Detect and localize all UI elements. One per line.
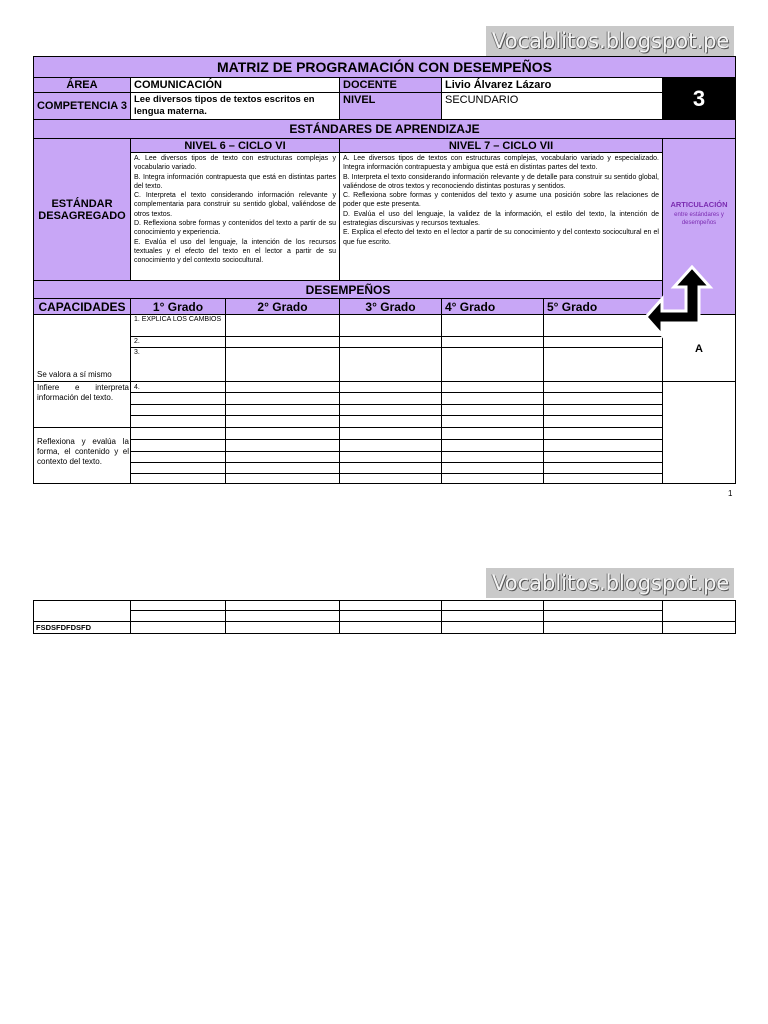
articulacion-subtitle: entre estándares y desempeños (674, 212, 724, 226)
grade-header: 4° Grado (441, 298, 544, 315)
docente-value: Livio Álvarez Lázaro (441, 77, 663, 93)
desempeno-item: 1. EXPLICA LOS CAMBIOS (134, 316, 222, 323)
competencia-value: Lee diversos tipos de textos escritos en lengua materna. (130, 92, 340, 120)
nivel-value: SECUNDARIO (441, 92, 663, 120)
nivel6-item: C. Interpreta el texto considerando información relevante y complementaria para construir su sentido global, valiéndose de otros textos. (134, 192, 336, 218)
nivel7-standards (339, 152, 663, 281)
articulacion-title: ARTICULACIÓN (670, 200, 728, 209)
docente-label: DOCENTE (339, 77, 442, 93)
area-value: COMUNICACIÓN (130, 77, 340, 93)
watermark-2: Vocablitos.blogspot.pe (486, 568, 734, 598)
desempeno-item: 3. (134, 349, 140, 356)
desempenos-title: DESEMPEÑOS (33, 280, 663, 299)
nivel6-item: E. Evalúa el uso del lenguaje, la intención de los recursos textuales y el efecto del texto en el lector a partir de su conocimiento y del contexto sociocultural. (134, 238, 336, 265)
nivel6-standards (130, 152, 340, 281)
nivel7-title: NIVEL 7 – CICLO VII (339, 138, 663, 153)
estandares-title: ESTÁNDARES DE APRENDIZAJE (33, 119, 736, 139)
nivel7-item: D. Evalúa el uso del lenguaje, la validez de la información, el estilo del texto, la intención de estrategias discursivas y recursos textuales. (343, 210, 659, 228)
nivel7-item: E. Explica el efecto del texto en el lector a partir de su conocimiento y del contexto sociocultural en el que fue escrito. (343, 229, 659, 246)
nivel-label: NIVEL (339, 92, 442, 120)
capacidad-2: Infiere e interpreta información del texto. (37, 383, 129, 402)
articulacion-letter: A (695, 343, 703, 355)
capacidad-3: Reflexiona y evalúa la forma, el contenido y el contexto del texto. (37, 437, 129, 466)
page2-grid (33, 600, 736, 634)
nivel6-item: D. Reflexiona sobre formas y contenidos del texto a partir de su conocimiento y experiencia. (134, 220, 336, 237)
matrix-title: MATRIZ DE PROGRAMACIÓN CON DESEMPEÑOS (33, 56, 736, 78)
grade-header: 5° Grado (543, 298, 663, 315)
nivel6-item: B. Integra información contrapuesta que está en distintas partes del texto. (134, 173, 336, 190)
area-label: ÁREA (33, 77, 131, 93)
desempeno-item: 4. (134, 384, 140, 391)
nivel7-item: C. Reflexiona sobre formas y contenidos del texto y asume una posición sobre las relaciones de poder que este presenta. (343, 192, 659, 209)
competencia-label: COMPETENCIA 3 (33, 92, 131, 120)
page2-cell-text: FSDSFDFDSFD (36, 623, 91, 632)
estandar-desagregado-label: ESTÁNDAR DESAGREGADO (33, 138, 131, 281)
page-number: 1 (728, 489, 733, 498)
grade-header: 1° Grado (130, 298, 226, 315)
competencia-number: 3 (662, 77, 736, 120)
desempeno-item: 2. (134, 338, 140, 345)
capacidades-label: CAPACIDADES (33, 298, 131, 315)
nivel6-item: A. Lee diversos tipos de texto con estructuras complejas y vocabulario variado. (134, 155, 336, 172)
grade-header: 2° Grado (225, 298, 340, 315)
capacidad-1: Se valora a sí mismo (37, 370, 112, 379)
watermark: Vocablitos.blogspot.pe (486, 26, 734, 56)
nivel7-item: A. Lee diversos tipos de textos con estructuras complejas, vocabulario variado y especializado. Integra información contrapuesta y ambigua que está en distintas partes del texto. (343, 155, 659, 172)
nivel6-title: NIVEL 6 – CICLO VI (130, 138, 340, 153)
grade-header: 3° Grado (339, 298, 442, 315)
nivel7-item: B. Interpreta el texto considerando información relevante y de detalle para construir su sentido global, valiéndose de otros textos y reconociendo distintas posturas y sentidos. (343, 173, 659, 190)
bent-arrow-icon (644, 265, 714, 340)
